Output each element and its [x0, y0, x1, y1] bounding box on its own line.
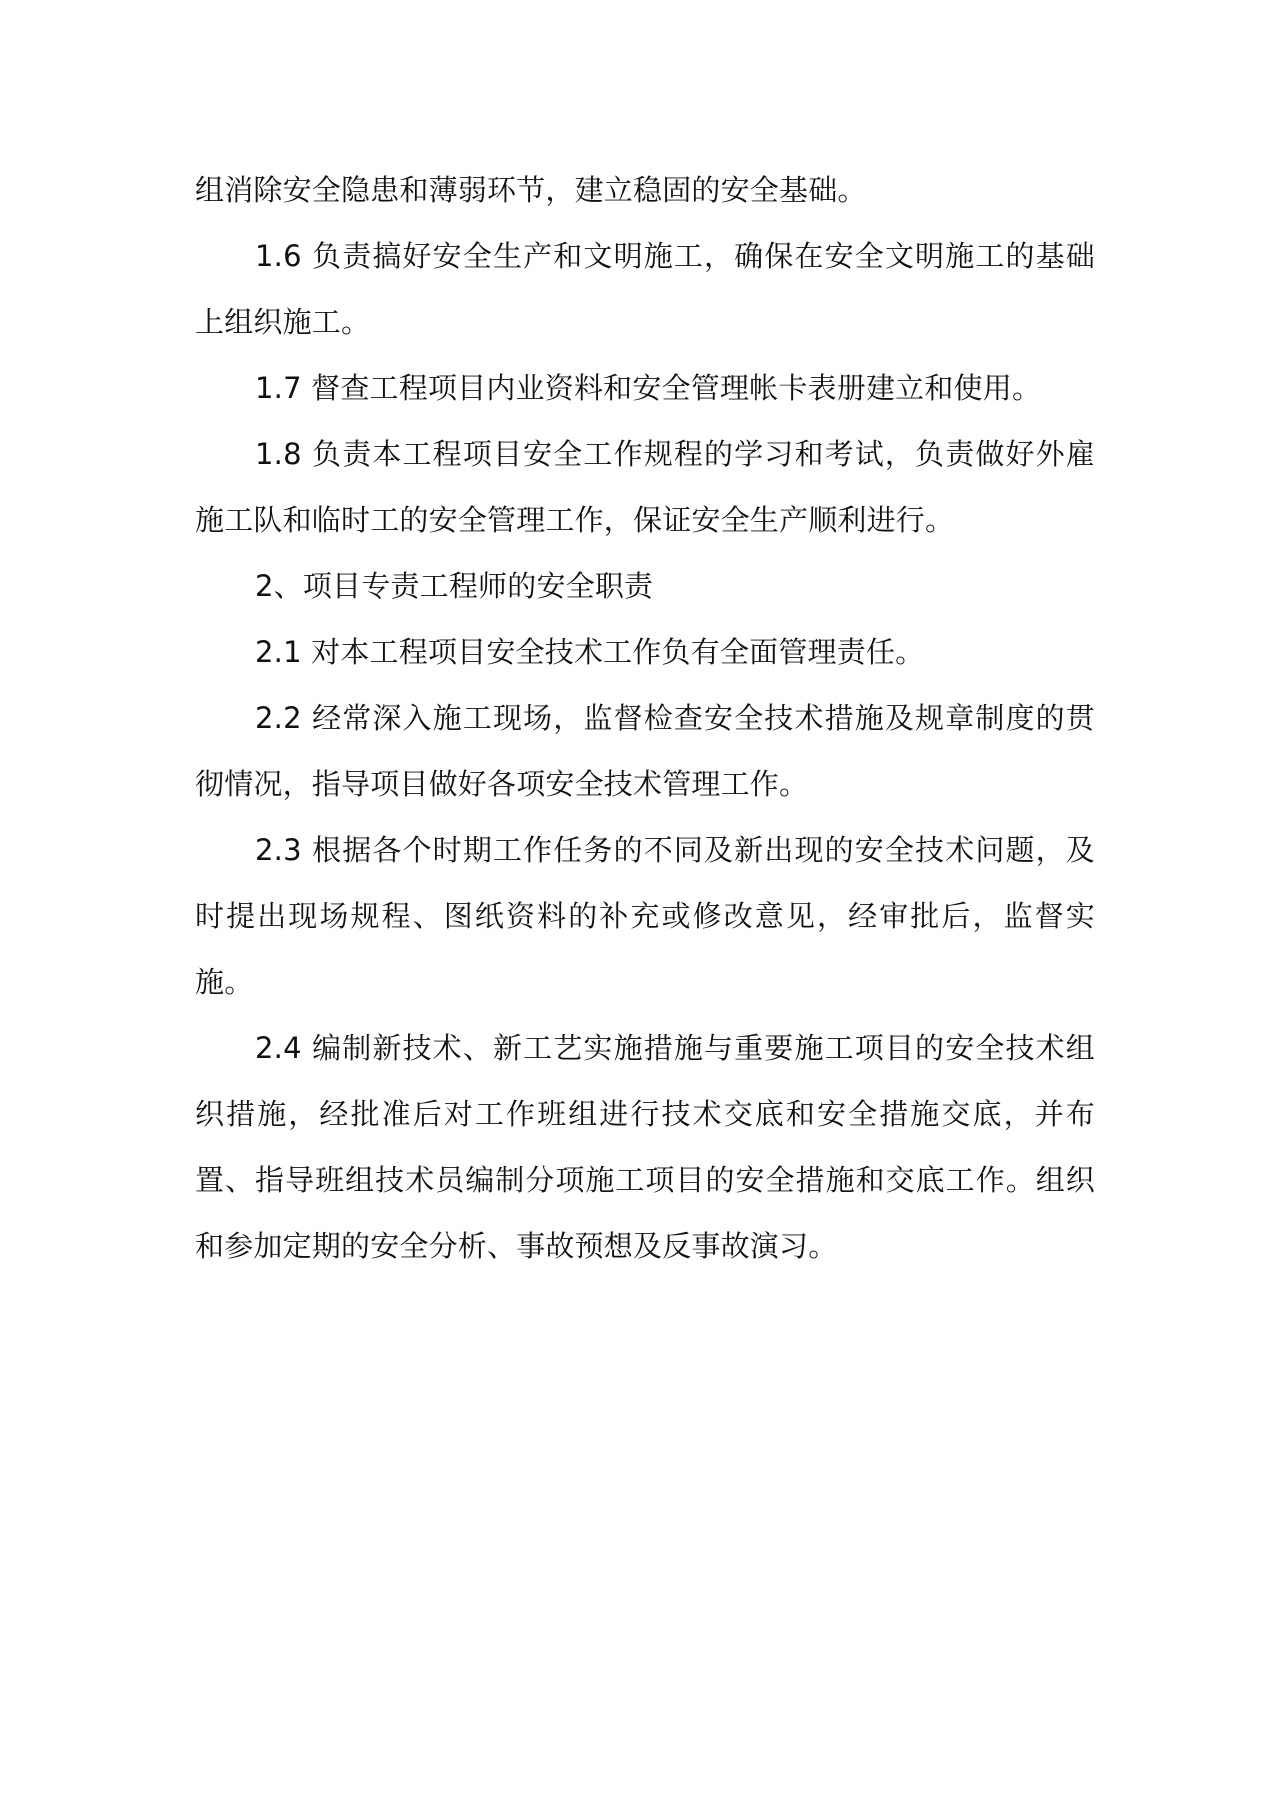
- paragraph-2-4: 2.4 编制新技术、新工艺实施措施与重要施工项目的安全技术组织措施，经批准后对工作班组进行技术交底和安全措施交底，并布置、指导班组技术员编制分项施工项目的安全措施和交底工作。组织和参加定期的安全分析、事故预想及反事故演习。: [195, 1031, 1095, 1263]
- section-heading-2: 2、项目专责工程师的安全职责: [255, 569, 654, 603]
- paragraph-1-8: 1.8 负责本工程项目安全工作规程的学习和考试，负责做好外雇施工队和临时工的安全管理工作，保证安全生产顺利进行。: [195, 437, 1095, 537]
- paragraph-2-2: 2.2 经常深入施工现场，监督检查安全技术措施及规章制度的贯彻情况，指导项目做好各项安全技术管理工作。: [195, 701, 1095, 801]
- document-body: [195, 157, 1095, 1279]
- paragraph-2-1: 2.1 对本工程项目安全技术工作负有全面管理责任。: [255, 635, 925, 669]
- paragraph-2-3: 2.3 根据各个时期工作任务的不同及新出现的安全技术问题，及时提出现场规程、图纸资料的补充或修改意见，经审批后，监督实施。: [195, 833, 1095, 999]
- paragraph-1-6: 1.6 负责搞好安全生产和文明施工，确保在安全文明施工的基础上组织施工。: [195, 239, 1095, 339]
- paragraph-continuation: 组消除安全隐患和薄弱环节，建立稳固的安全基础。: [195, 173, 867, 207]
- paragraph-1-7: 1.7 督查工程项目内业资料和安全管理帐卡表册建立和使用。: [255, 371, 1042, 405]
